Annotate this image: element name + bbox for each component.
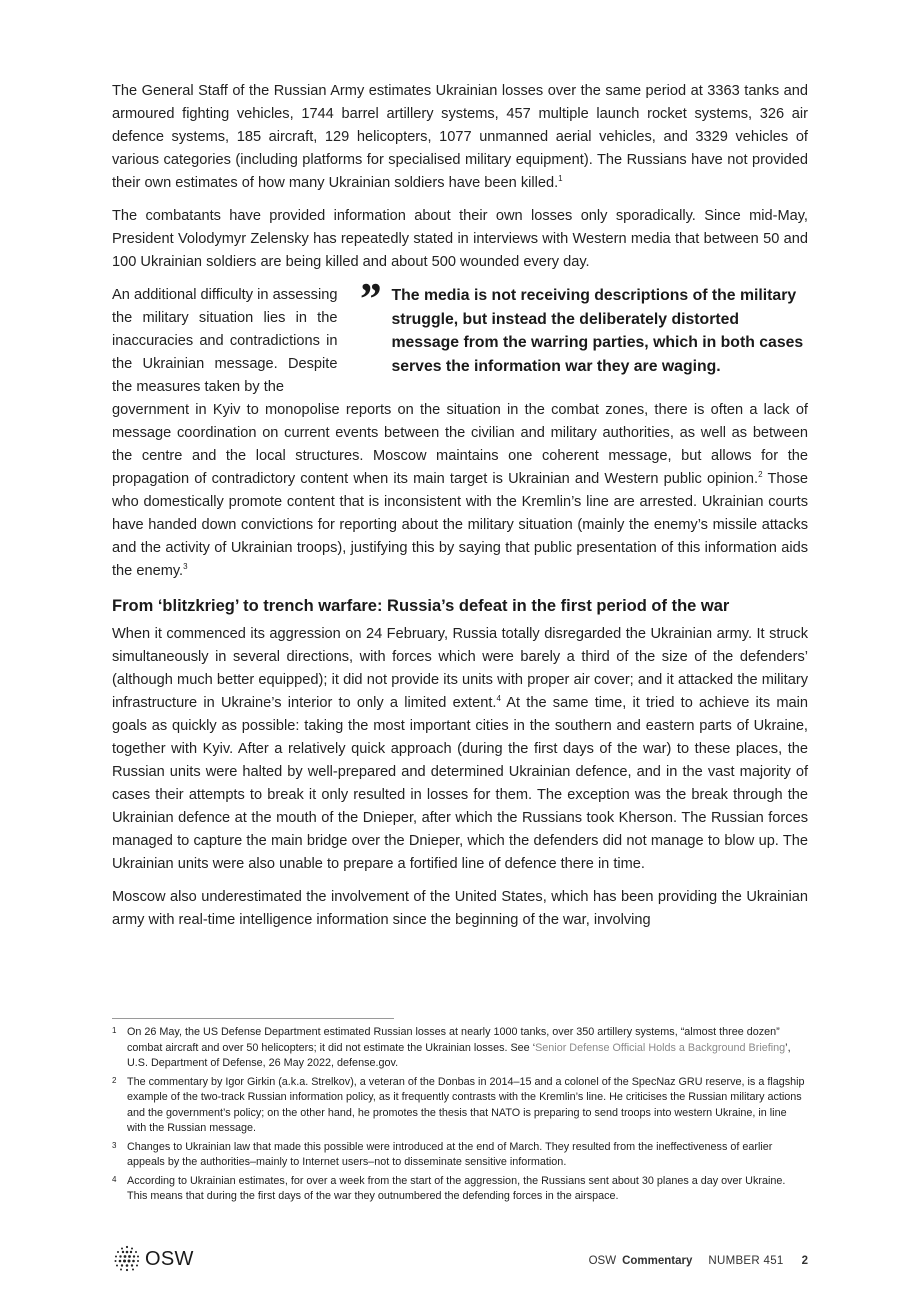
footnote-ref-3[interactable]: 3 <box>183 562 188 572</box>
paragraph-ukrainian-losses <box>112 80 808 195</box>
article-body <box>112 80 808 942</box>
paragraph-text: Those who domestically promote content that is inconsistent with the Kremlin’s line are arrested. Ukrainian courts have handed down convictions for reporting about the military situation (mainly the enemy’s missile attacks and the activity of Ukrainian troops), justifying this by saying that public presentation of this information aids the enemy. <box>112 471 809 579</box>
publication-info <box>589 1255 808 1267</box>
footnote-number: 3 <box>112 1140 117 1150</box>
paragraph-text: government in Kyiv to monopolise reports on the situation in the combat zones, there is often a lack of message coordination on current events between the civilian and military authorities, as well as between the centre and the local structures. Moscow maintains one coherent message, but allows for the propagation of contradictory content when its main target is Ukrainian and Western public opinion. <box>112 402 808 487</box>
page-number: 2 <box>801 1255 808 1267</box>
paragraph-us-involvement: Moscow also underestimated the involvement of the United States, which has been providing the Ukrainian army with real-time intelligence information since the beginning of the war, involving <box>112 889 808 928</box>
footnote-number: 2 <box>112 1075 117 1085</box>
footnote-number: 1 <box>112 1026 117 1035</box>
footnote-ref-2[interactable]: 2 <box>758 470 763 480</box>
paragraph-text: When it commenced its aggression on 24 February, Russia totally disregarded the Ukrainian army. It struck simultaneously in several directions, with forces which were barely a third of the size of the defenders’ (although much better equipped); it did not provide its units with proper air cover; and it attacked the military infrastructure in Ukraine’s interior to only a limited extent. <box>112 626 808 711</box>
section-heading: From ‘blitzkrieg’ to trench warfare: Russia’s defeat in the first period of the war <box>112 597 730 615</box>
footnote-link[interactable]: Senior Defense Official Holds a Background Briefing <box>535 1041 786 1054</box>
footnote-ref-1[interactable]: 1 <box>558 174 563 184</box>
footnote-ref-4[interactable]: 4 <box>496 694 501 704</box>
osw-logo <box>112 1244 194 1274</box>
footnote-number: 4 <box>112 1174 117 1184</box>
series-name-prefix: OSW <box>588 1255 617 1267</box>
footnotes <box>112 1018 808 1208</box>
series-name: Commentary <box>622 1255 693 1267</box>
globe-dots-icon <box>112 1244 142 1274</box>
footnote-text-part: On 26 May, the US Defense Department estimated Russian losses at nearly 1000 tanks, over 350 artillery systems, “almost three dozen” combat aircraft and over 50 helicopters; it did not estimate the Ukrainian losses. See ‘ <box>127 1026 780 1054</box>
footnote-text: According to Ukrainian estimates, for over a week from the start of the aggression, the Russians sent about 30 planes a day over Ukraine. This means that during the first days of the war they outnumbered the defending forces in the airspace. <box>127 1174 786 1202</box>
footnote-3 <box>112 1140 808 1171</box>
paragraph-text: At the same time, it tried to achieve its main goals as quickly as possible: taking the most important cities in the southern and eastern parts of Ukraine, together with Kyiv. After a relatively quick approach (during the first days of the war) to these places, the Russian units were halted by well-prepared and determined Ukrainian defence, and in the vast majority of cases their attempts to break it only resulted in losses for them. The exception was the break through the Ukrainian defence at the mouth of the Dnieper, after which the Russians took Kherson. The Russian forces managed to capture the main bridge over the Dnieper, which the defenders did not manage to blow up. The Ukrainian units were also unable to prepare a fortified line of defence there in time. <box>112 695 808 872</box>
footnote-text <box>127 1025 808 1072</box>
page-footer <box>112 1244 808 1278</box>
footnote-text: The commentary by Igor Girkin (a.k.a. Strelkov), a veteran of the Donbas in 2014–15 and a colonel of the SpecNaz GRU reserve, is a flagship example of the two-track Russian information policy, as it frequently contrasts with the Kremlin’s line. He criticises the Russian military actions and the government’s policy; on the other hand, he promotes the thesis that NATO is preparing to send troops into western Ukraine, in line with the Russian message. <box>127 1075 805 1134</box>
quote-mark-icon: ” <box>357 273 381 324</box>
footnote-divider <box>112 1018 394 1019</box>
logo-text: OSW <box>145 1247 194 1270</box>
paragraph-side-text: An additional difficulty in assessing the military situation lies in the inaccuracies and contradictions in the Ukrainian message. Despite the measures taken by the <box>112 287 338 395</box>
footnote-text-part: ’, U.S. Department of Defense, 26 May 2022, defense.gov. <box>127 1041 791 1069</box>
pull-quote-text: The media is not receiving descriptions of the military struggle, but instead the deliberately distorted message from the warring parties, which in both cases serves the information war they are waging. <box>391 287 804 375</box>
paragraph-combatant-losses: The combatants have provided information about their own losses only sporadically. Since mid-May, President Volodymyr Zelensky has repeatedly stated in interviews with Western media that between 50 and 100 Ukrainian soldiers are being killed and about 500 wounded every day. <box>112 208 808 270</box>
footnote-1 <box>112 1025 808 1072</box>
pull-quote <box>357 273 808 399</box>
footnote-4 <box>112 1174 808 1205</box>
issue-number: NUMBER 451 <box>708 1255 784 1267</box>
footnote-2 <box>112 1075 808 1137</box>
footnote-text: Changes to Ukrainian law that made this possible were introduced at the end of March. They resulted from the ineffectiveness of earlier appeals by the authorities–mainly to Internet users–not to disseminate sensitive information. <box>127 1140 773 1168</box>
paragraph-continued <box>112 399 808 583</box>
paragraph-aggression <box>112 623 808 876</box>
text-with-pullquote <box>112 273 808 399</box>
paragraph-text: The General Staff of the Russian Army estimates Ukrainian losses over the same period at 3363 tanks and armoured fighting vehicles, 1744 barrel artillery systems, 457 multiple launch rocket systems, 326 air defence systems, 185 aircraft, 129 helicopters, 1077 unmanned aerial vehicles, and 3329 vehicles of various categories (including platforms for specialised military equipment). The Russians have not provided their own estimates of how many Ukrainian soldiers have been killed. <box>112 83 808 191</box>
